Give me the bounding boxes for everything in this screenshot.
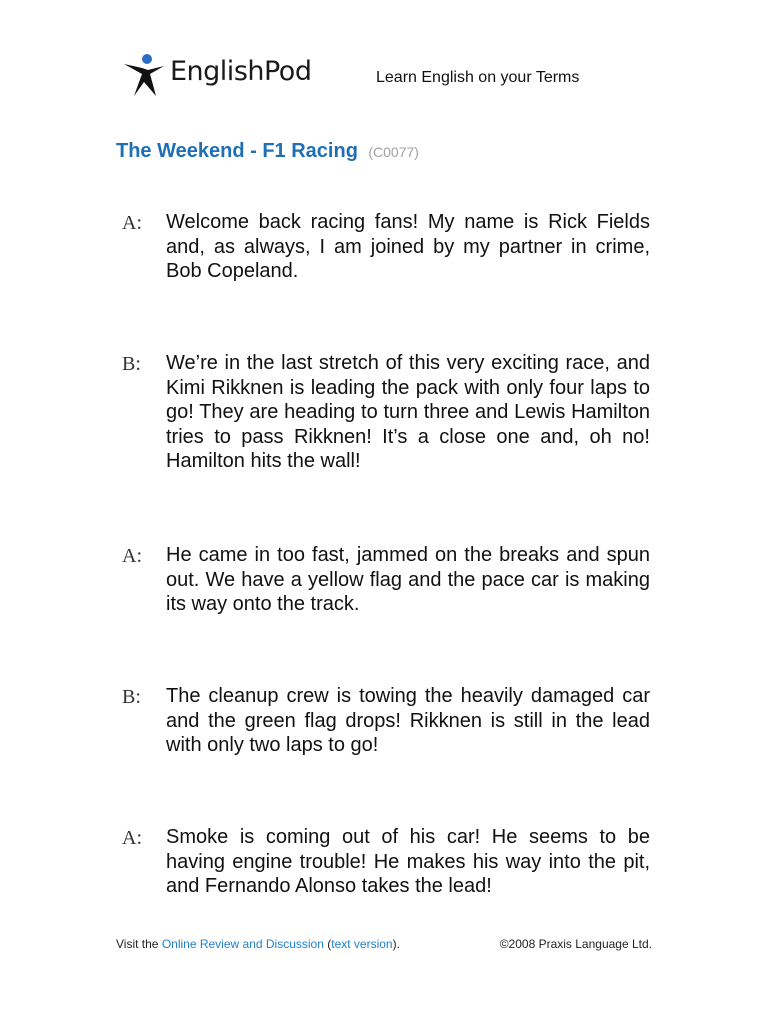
- lesson-title: The Weekend - F1 Racing: [116, 140, 358, 162]
- copyright-notice: ©2008 Praxis Language Ltd.: [499, 937, 652, 951]
- dialogue-text: Smoke is coming out of his car! He seems to be having engine trouble! He makes his way into the pit, and Fernando Alonso takes the lead!: [166, 826, 650, 897]
- footer-paren-open: (: [323, 937, 332, 951]
- header: [118, 48, 638, 104]
- speaker-label: B:: [122, 353, 141, 375]
- dialogue-text: He came in too fast, jammed on the breaks and spun out. We have a yellow flag and the pace car is making its way onto the track.: [166, 544, 650, 615]
- logo-text: EnglishPod: [170, 56, 312, 87]
- englishpod-logo[interactable]: [118, 48, 328, 104]
- footer: [116, 937, 656, 951]
- speaker-label: A:: [122, 827, 142, 849]
- footer-paren-close: ).: [392, 937, 400, 951]
- person-logo-icon: [120, 52, 166, 100]
- text-version-link[interactable]: text version: [331, 937, 393, 951]
- dialogue-text: We’re in the last stretch of this very exciting race, and Kimi Rikknen is leading the pack with only four laps to go! They are heading to turn three and Lewis Hamilton tries to pass Rikknen! It’s a close one and, oh no! Hamilton hits the wall!: [166, 352, 650, 472]
- dialogue-text: The cleanup crew is towing the heavily damaged car and the green flag drops! Rikknen is still in the lead with only two laps to go!: [166, 685, 650, 756]
- dialogue-text: Welcome back racing fans! My name is Rick Fields and, as always, I am joined by my partner in crime, Bob Copeland.: [166, 211, 650, 282]
- lesson-code: (C0077): [368, 144, 419, 160]
- speaker-label: B:: [122, 686, 141, 708]
- online-review-link[interactable]: Online Review and Discussion: [161, 937, 324, 951]
- speaker-label: A:: [122, 545, 142, 567]
- lesson-title-row: [116, 140, 419, 163]
- speaker-label: A:: [122, 212, 142, 234]
- footer-prefix: Visit the: [116, 937, 162, 951]
- tagline: Learn English on your Terms: [376, 69, 580, 86]
